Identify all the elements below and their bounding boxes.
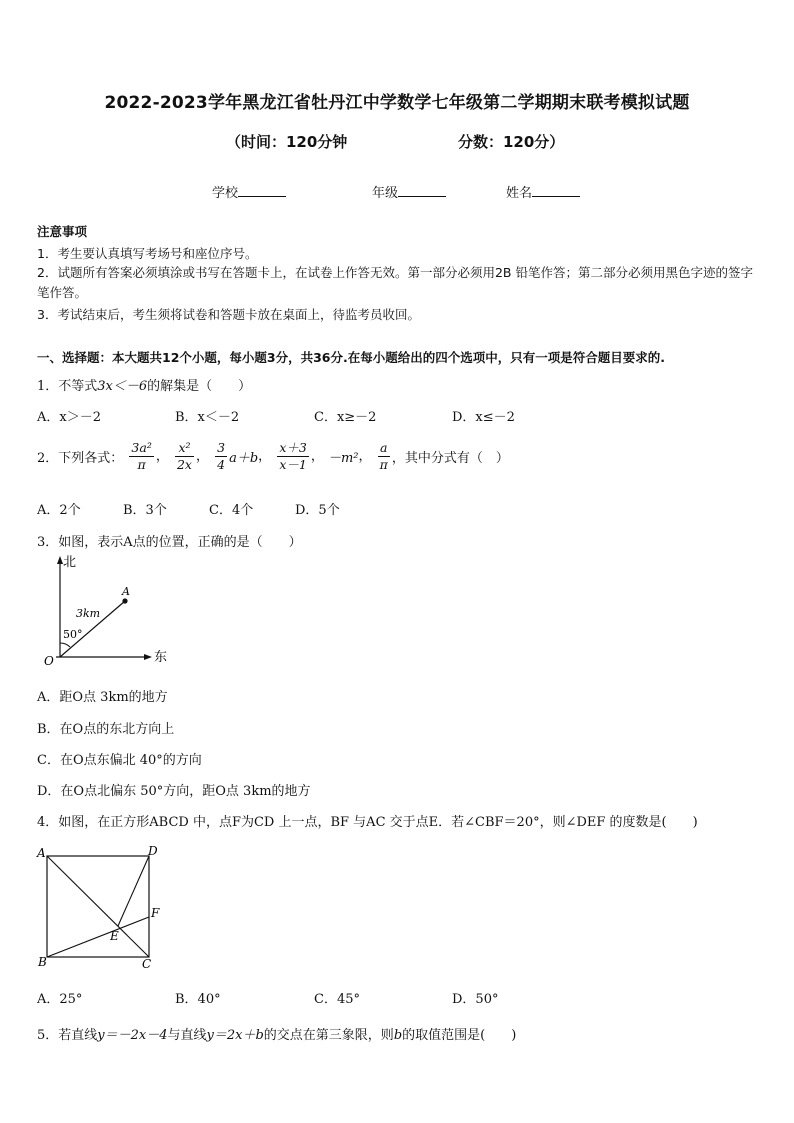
notes-heading: 注意事项 <box>37 224 88 239</box>
question-2-stem: 2．下列各式： $\frac{\text{3a²}}{\pi}$ ， $\frac{\text{x²}}{2x}$ ， $\frac{3}{4}$ a＋b， $\frac{x+3}{x-1}$ ， －m²， $\frac{a}{\pi}$ ，其中分式有（ ） <box>37 440 509 472</box>
note-item-2: 2．试题所有答案必须填涂或书写在答题卡上，在试卷上作答无效。第一部分必须用2B 铅笔作答；第二部分必须用黑色字迹的签字笔作答。 <box>37 265 753 300</box>
school-label: 学校 <box>212 186 239 201</box>
q2-option-d: D．5个 <box>295 503 340 518</box>
q1-option-d: D．x≤－2 <box>452 410 515 425</box>
q3-option-a: A．距O点 3km的地方 <box>37 690 168 705</box>
q3-option-b: B．在O点的东北方向上 <box>37 722 175 737</box>
q1-stem-a: 1．不等式 <box>37 379 98 394</box>
segment-bf <box>47 917 149 957</box>
q2-option-c: C．4个 <box>209 503 254 518</box>
point-e-label: E <box>110 929 119 943</box>
q2-stem-b: ，其中分式有（ ） <box>391 451 509 466</box>
note-item-3: 3．考试结束后，考生须将试卷和答题卡放在桌面上，待监考员收回。 <box>37 307 420 322</box>
q2-term-5: －m² <box>327 451 359 466</box>
vertex-a-label: A <box>37 846 46 860</box>
exam-time: （时间：120分钟 <box>226 133 348 151</box>
exam-score: 分数：120分） <box>458 133 565 151</box>
q2-term-3-tail: a＋b <box>229 451 259 466</box>
grade-field <box>372 182 446 201</box>
vertex-b-label: B <box>38 955 47 969</box>
q5-stem-d: 的取值范围是( ) <box>402 1028 517 1043</box>
q5-line-1: y＝－2x－4 <box>97 1028 168 1043</box>
q2-fraction-2: $\frac{\text{x²}}{2x}$ <box>176 440 192 472</box>
q2-fraction-1: $\frac{\text{3a²}}{\pi}$ <box>131 440 152 472</box>
q2-fraction-4: $\frac{x+3}{x-1}$ <box>279 440 307 472</box>
name-field <box>506 182 580 201</box>
q1-inequality: 3x＜－6 <box>97 379 148 394</box>
north-label: 北 <box>63 555 77 570</box>
east-arrow <box>144 654 152 660</box>
question-1-stem <box>37 375 251 394</box>
angle-label: 50° <box>63 628 83 641</box>
note-item-1: 1．考生要认真填写考场号和座位序号。 <box>37 246 258 261</box>
q2-fraction-6: $\frac{a}{\pi}$ <box>379 440 388 472</box>
point-f-label: F <box>151 906 160 920</box>
question-4-stem: 4．如图，在正方形ABCD 中，点F为CD 上一点，BF 与AC 交于点E．若∠CBF＝20°，则∠DEF 的度数是( ) <box>37 815 698 830</box>
question-5-stem <box>37 1024 516 1043</box>
q5-stem-b: 与直线 <box>167 1028 207 1043</box>
question-3-stem: 3．如图，表示A点的位置，正确的是（ ） <box>37 535 302 550</box>
q4-option-b: B．40° <box>175 992 221 1007</box>
q1-option-b: B．x＜－2 <box>175 410 240 425</box>
q3-option-c: C．在O点东偏北 40°的方向 <box>37 753 202 768</box>
q2-fraction-3: $\frac{3}{4}$ <box>217 440 226 472</box>
vertex-d-label: D <box>148 844 158 858</box>
q2-option-a: A．2个 <box>37 503 81 518</box>
school-blank <box>238 184 286 197</box>
q5-line-2: y＝2x＋b <box>206 1028 264 1043</box>
q2-option-b: B．3个 <box>123 503 167 518</box>
grade-blank <box>398 184 446 197</box>
q5-stem-c: 的交点在第三象限，则 <box>263 1028 394 1043</box>
point-a-label: A <box>122 585 130 598</box>
exam-title: 2022-2023学年黑龙江省牡丹江中学数学七年级第二学期期末联考模拟试题 <box>104 93 690 113</box>
q4-option-d: D．50° <box>452 992 499 1007</box>
q3-direction-figure <box>36 553 176 671</box>
q5-variable: b <box>393 1028 403 1043</box>
q1-stem-b: 的解集是（ ） <box>147 379 252 394</box>
east-label: 东 <box>154 650 168 665</box>
section-heading: 一、选择题：本大题共12个小题，每小题3分，共36分.在每小题给出的四个选项中，只有一项是符合题目要求的. <box>37 350 665 365</box>
distance-label: 3km <box>76 607 101 620</box>
q3-option-d: D．在O点北偏东 50°方向，距O点 3km的地方 <box>37 784 311 799</box>
vertex-c-label: C <box>142 957 152 971</box>
q4-option-a: A．25° <box>37 992 83 1007</box>
name-label: 姓名 <box>506 186 533 201</box>
school-field <box>212 182 286 201</box>
q2-stem-a: 2．下列各式： <box>37 451 124 466</box>
name-blank <box>532 184 580 197</box>
q5-stem-a: 5．若直线 <box>37 1028 98 1043</box>
q4-square-figure <box>34 842 164 972</box>
grade-label: 年级 <box>372 186 399 201</box>
origin-label: O <box>44 654 54 668</box>
segment-de <box>118 856 149 926</box>
angle-arc <box>60 643 70 647</box>
q1-option-c: C．x≥－2 <box>314 410 377 425</box>
diagonal-ac <box>47 856 149 957</box>
q4-option-c: C．45° <box>314 992 360 1007</box>
point-a-dot <box>122 598 127 603</box>
q1-option-a: A．x＞－2 <box>37 410 101 425</box>
